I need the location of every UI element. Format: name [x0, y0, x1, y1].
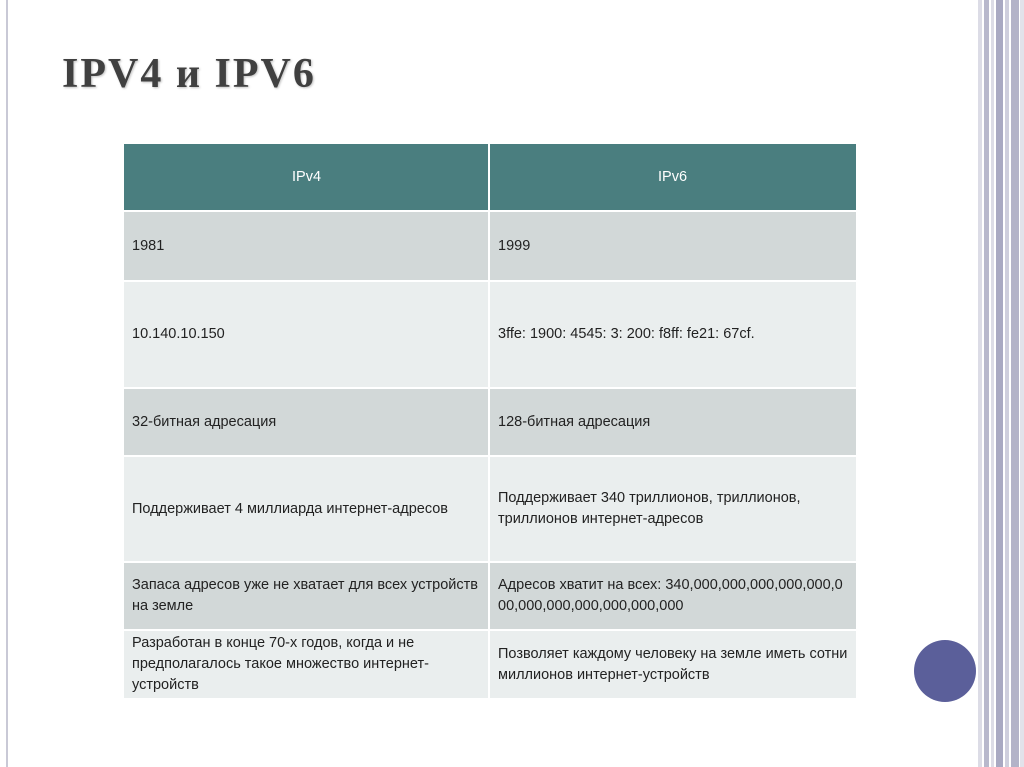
cell-ipv4: Разработан в конце 70-х годов, когда и не предполагалось такое множество интернет-устройств	[124, 631, 490, 700]
cell-ipv6: 1999	[490, 212, 856, 282]
cell-ipv6: Адресов хватит на всех: 340,000,000,000,000,000,000,000,000,000,000,000,000	[490, 563, 856, 631]
table-row	[124, 563, 856, 631]
header-ipv4: IPv4	[124, 144, 490, 212]
decorative-stripe	[996, 0, 1003, 767]
comparison-table	[124, 144, 856, 700]
cell-ipv4: 32-битная адресация	[124, 389, 490, 457]
cell-ipv6: 128-битная адресация	[490, 389, 856, 457]
table-row	[124, 631, 856, 700]
decorative-stripe	[1011, 0, 1019, 767]
slide-title: IPV4 и IPV6	[62, 51, 316, 97]
header-ipv6: IPv6	[490, 144, 856, 212]
table-row	[124, 389, 856, 457]
cell-ipv4: Поддерживает 4 миллиарда интернет-адресов	[124, 457, 490, 563]
table-row	[124, 457, 856, 563]
decorative-stripe	[1020, 0, 1024, 767]
cell-ipv4: 1981	[124, 212, 490, 282]
cell-ipv4: 10.140.10.150	[124, 282, 490, 389]
cell-ipv6: Поддерживает 340 триллионов, триллионов, триллионов интернет-адресов	[490, 457, 856, 563]
decorative-stripe	[984, 0, 989, 767]
decorative-stripe	[978, 0, 982, 767]
cell-ipv4: Запаса адресов уже не хватает для всех устройств на земле	[124, 563, 490, 631]
decorative-stripe	[991, 0, 994, 767]
table-header-row	[124, 144, 856, 212]
table-row	[124, 282, 856, 389]
cell-ipv6: 3ffe: 1900: 4545: 3: 200: f8ff: fe21: 67cf.	[490, 282, 856, 389]
table-row	[124, 212, 856, 282]
decorative-circle	[914, 640, 976, 702]
decorative-stripe	[1005, 0, 1009, 767]
cell-ipv6: Позволяет каждому человеку на земле иметь сотни миллионов интернет-устройств	[490, 631, 856, 700]
